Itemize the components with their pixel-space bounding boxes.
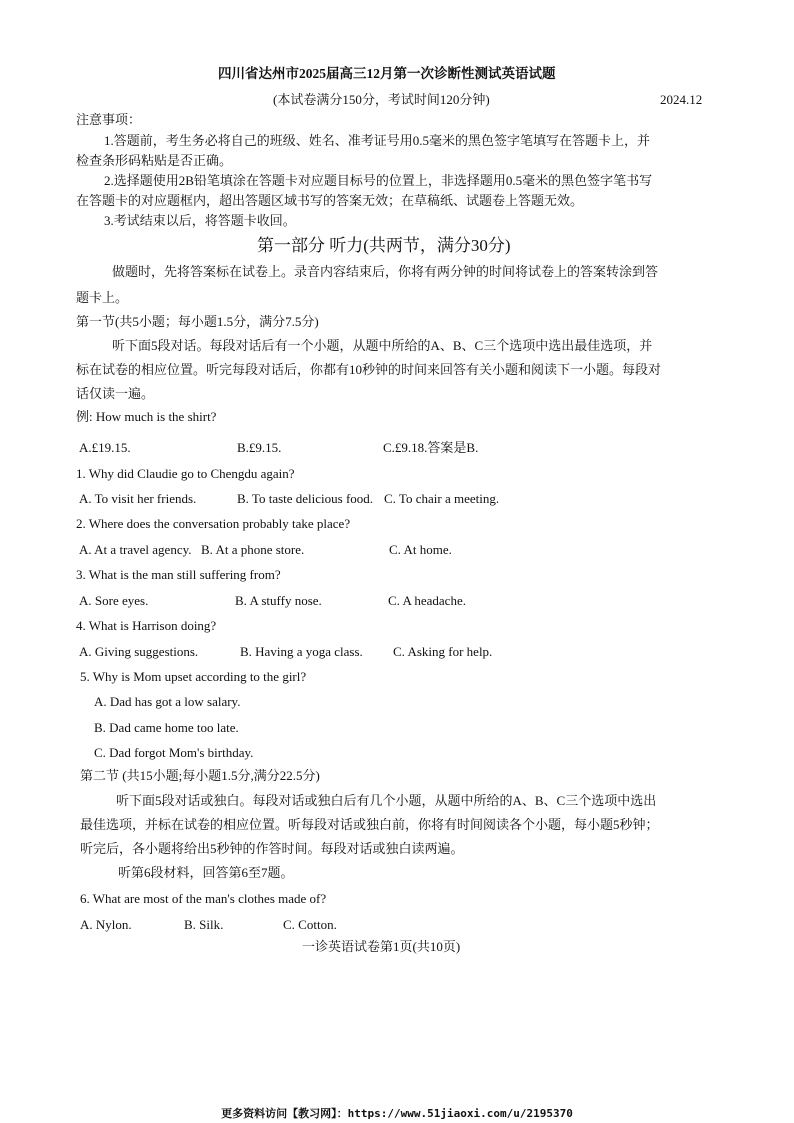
part1-heading: 第一部分 听力(共两节，满分30分) [257,236,511,255]
section2-intro: 最佳选项，并标在试卷的相应位置。听每段对话或独白前，你将有时间阅读各个小题，每小题5秒钟； [80,817,659,832]
q2-option-a: A. At a travel agency. [79,542,192,557]
q6-option-c: C. Cotton. [283,917,337,932]
exam-date: 2024.12 [660,92,703,107]
example-option-b: B.£9.15. [237,440,282,455]
section1-intro: 标在试卷的相应位置。听完每段对话后，你都有10秒钟的时间来回答有关小题和阅读下一小题。每段对 [76,362,662,377]
q4-option-a: A. Giving suggestions. [79,644,199,659]
q5-option-b: B. Dad came home too late. [94,720,239,735]
q5-option-a: A. Dad has got a low salary. [94,694,241,709]
question-1: 1. Why did Claudie go to Chengdu again? [76,466,295,481]
part1-intro: 做题时，先将答案标在试卷上。录音内容结束后，你将有两分钟的时间将试卷上的答案转涂到答 [112,264,659,279]
question-2: 2. Where does the conversation probably take place? [76,516,351,531]
page-number: 一诊英语试卷第1页(共10页) [302,939,461,954]
q3-option-b: B. A stuffy nose. [235,593,322,608]
section1-intro: 话仅读一遍。 [76,386,155,401]
example-option-c: C.£9.18.答案是B. [383,440,479,455]
notes-line: 在答题卡的对应题框内，超出答题区域书写的答案无效；在草稿纸、试题卷上答题无效。 [76,193,584,208]
q1-option-c: C. To chair a meeting. [384,491,500,506]
page-title: 四川省达州市2025届高三12月第一次诊断性测试英语试题 [218,66,556,81]
q4-option-c: C. Asking for help. [393,644,493,659]
notes-heading: 注意事项： [76,112,142,127]
q2-option-c: C. At home. [389,542,452,557]
section2-material: 听第6段材料，回答第6至7题。 [118,865,294,880]
section2-intro: 听完后，各小题将给出5秒钟的作答时间。每段对话或独白读两遍。 [80,841,464,856]
notes-line: 检查条形码粘贴是否正确。 [76,153,233,168]
q3-option-a: A. Sore eyes. [79,593,149,608]
question-5: 5. Why is Mom upset according to the girl? [80,669,307,684]
notes-line: 2.选择题使用2B铅笔填涂在答题卡对应题目标号的位置上，非选择题用0.5毫米的黑色签字笔书写 [104,173,653,188]
section2-intro: 听下面5段对话或独白。每段对话或独白后有几个小题，从题中所给的A、B、C三个选项中选出 [116,793,657,808]
q2-option-b: B. At a phone store. [201,542,305,557]
q1-option-b: B. To taste delicious food. [237,491,374,506]
example-question: 例: How much is the shirt? [76,409,217,424]
exam-subtitle: (本试卷满分150分，考试时间120分钟) [273,92,490,107]
notes-line: 1.答题前，考生务必将自己的班级、姓名、准考证号用0.5毫米的黑色签字笔填写在答题卡上，并 [104,133,651,148]
section1-intro: 听下面5段对话。每段对话后有一个小题，从题中所给的A、B、C三个选项中选出最佳选项，并 [112,338,653,353]
q1-option-a: A. To visit her friends. [79,491,197,506]
question-3: 3. What is the man still suffering from? [76,567,281,582]
section1-heading: 第一节(共5小题；每小题1.5分，满分7.5分) [76,314,319,329]
part1-intro: 题卡上。 [76,290,129,305]
q5-option-c: C. Dad forgot Mom's birthday. [94,745,254,760]
question-4: 4. What is Harrison doing? [76,618,217,633]
q6-option-b: B. Silk. [184,917,224,932]
question-6: 6. What are most of the man's clothes made of? [80,891,327,906]
notes-line: 3.考试结束以后，将答题卡收回。 [104,213,296,228]
q3-option-c: C. A headache. [388,593,466,608]
site-footer-link[interactable]: 更多资料访问【教习网】：https://www.51jiaoxi.com/u/2195370 [221,1107,573,1120]
q4-option-b: B. Having a yoga class. [240,644,363,659]
section2-heading: 第二节 (共15小题;每小题1.5分,满分22.5分) [80,768,320,783]
example-option-a: A.£19.15. [79,440,131,455]
q6-option-a: A. Nylon. [80,917,132,932]
